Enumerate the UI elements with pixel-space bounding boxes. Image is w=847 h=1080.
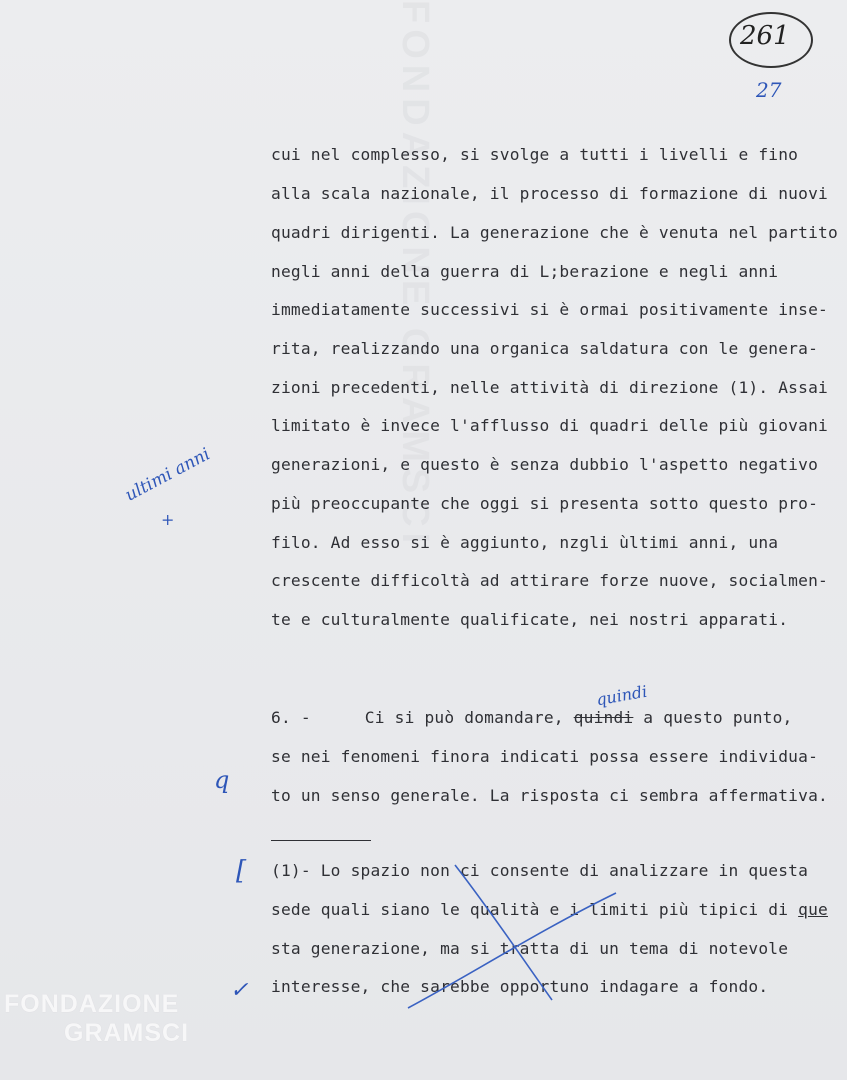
margin-plus: + [161, 510, 175, 529]
section-number: 6. - [271, 708, 311, 727]
section-text: Ci si può domandare, [364, 708, 574, 727]
margin-note: ultimi anni [122, 444, 214, 506]
body-line: più preoccupante che oggi si presenta sotto questo pro- [271, 494, 819, 513]
body-line: limitato è invece l'afflusso di quadri delle più giovani [271, 416, 828, 435]
struck-word: quindi [573, 708, 634, 727]
margin-mark-q: q [214, 766, 230, 794]
archive-number: 261 [740, 21, 790, 51]
body-line: filo. Ad esso si è aggiunto, nzgli ùltimi anni, una [271, 533, 779, 552]
fondazione-gramsci-logo: FONDAZIONE GRAMSCI [4, 990, 190, 1047]
body-line: crescente difficoltà ad attirare forze nuove, socialmen- [271, 571, 828, 590]
section-6-line: se nei fenomeni finora indicati possa essere individua- [271, 747, 819, 766]
footnote-text: sede quali siano le qualità e i limiti più tipici di [271, 900, 799, 919]
section-6-line: to un senso generale. La risposta ci sembra affermativa. [271, 786, 828, 805]
watermark: FONDAZIONE GRAMSCI [394, 0, 436, 550]
margin-check-mark: ✓ [230, 978, 249, 1003]
footnote-line: (1)- Lo spazio non ci consente di analizzare in questa [271, 861, 809, 880]
body-line: alla scala nazionale, il processo di formazione di nuovi [271, 184, 828, 203]
body-line: te e culturalmente qualificate, nei nostri apparati. [271, 610, 789, 629]
body-line: zioni precedenti, nelle attività di direzione (1). Assai [271, 378, 828, 397]
footnote-line: sta generazione, ma si tratta di un tema di notevole [271, 939, 789, 958]
underlined-text: que [798, 900, 828, 919]
margin-mark-bracket: [ [236, 856, 247, 886]
insert-correction: quindi [594, 681, 649, 710]
body-line: quadri dirigenti. La generazione che è venuta nel partito [271, 223, 838, 242]
section-text: a questo punto, [633, 708, 793, 727]
body-line: immediatamente successivi si è ormai positivamente inse- [271, 300, 828, 319]
body-line: cui nel complesso, si svolge a tutti i livelli e fino [271, 145, 799, 164]
footnote-line: interesse, che sarebbe opportuno indagare a fondo. [271, 977, 769, 996]
body-line: generazioni, e questo è senza dubbio l'aspetto negativo [271, 455, 819, 474]
page-number: 27 [756, 78, 782, 102]
body-line: negli anni della guerra di L;berazione e negli anni [271, 262, 779, 281]
body-line: rita, realizzando una organica saldatura con le genera- [271, 339, 819, 358]
